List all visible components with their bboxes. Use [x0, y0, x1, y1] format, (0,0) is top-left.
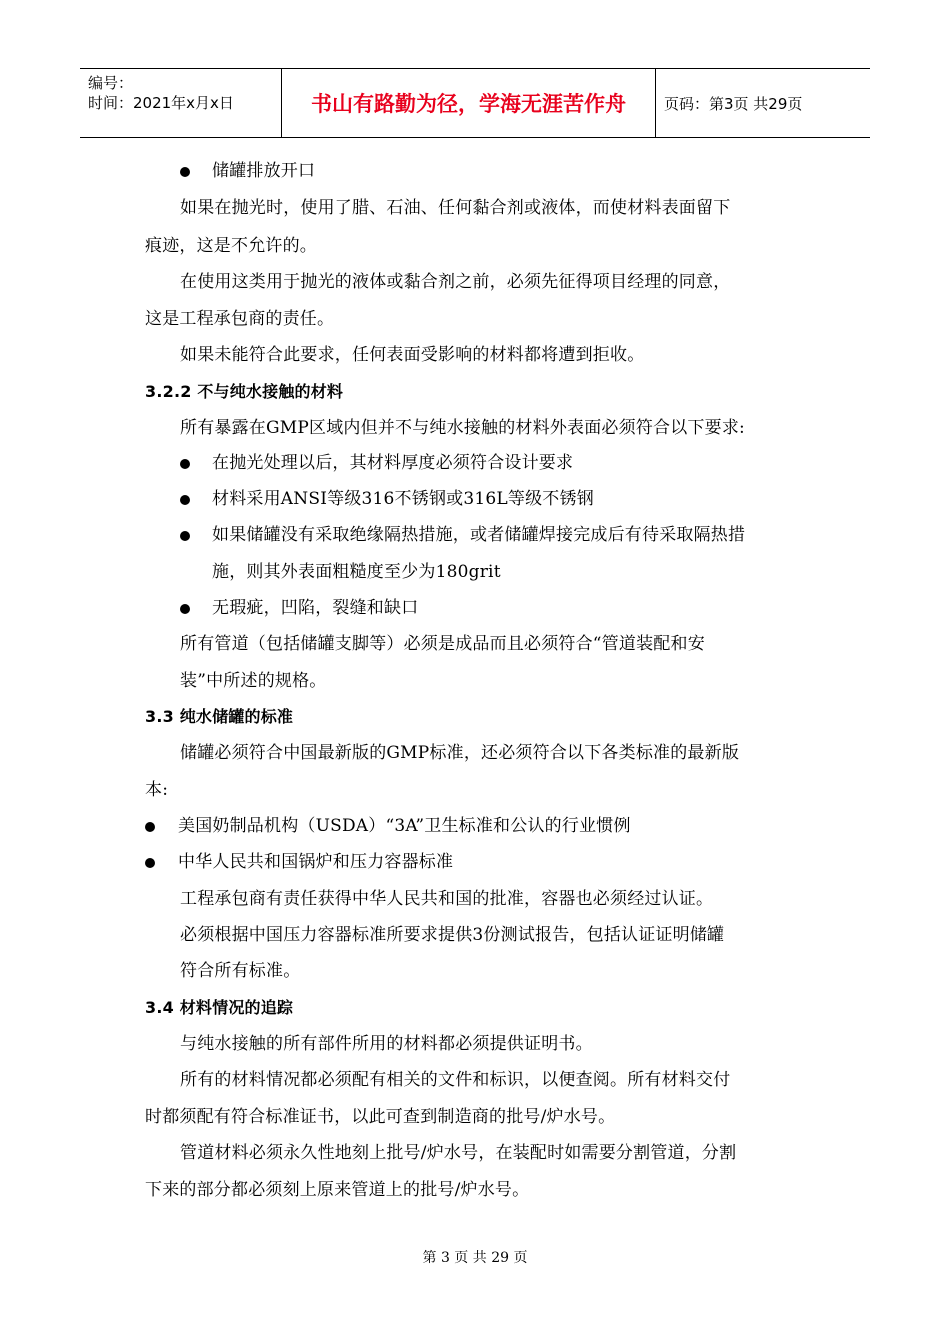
bullet-item: 无瑕疵，凹陷，裂缝和缺口	[212, 598, 419, 618]
bullet-item: 如果储罐没有采取绝缘隔热措施，或者储罐焊接完成后有待采取隔热措	[212, 525, 746, 545]
paragraph-line: 所有暴露在GMP区域内但并不与纯水接触的材料外表面必须符合以下要求:	[180, 418, 745, 438]
paragraph-line: 本:	[145, 780, 169, 800]
bullet-item: 在抛光处理以后，其材料厚度必须符合设计要求	[212, 453, 574, 473]
page-number-label: 页码：第3页 共29页	[664, 94, 803, 113]
bullet-icon	[145, 858, 155, 868]
bullet-icon	[180, 459, 190, 469]
bullet-item: 储罐排放开口	[212, 161, 316, 181]
bullet-item: 材料采用ANSI等级316不锈钢或316L等级不锈钢	[212, 489, 594, 509]
bullet-icon	[145, 822, 155, 832]
paragraph-line: 所有的材料情况都必须配有相关的文件和标识，以便查阅。所有材料交付	[180, 1070, 731, 1090]
bullet-icon	[180, 531, 190, 541]
document-number-label: 编号：	[88, 74, 134, 92]
section-heading: 3.4 材料情况的追踪	[145, 998, 294, 1017]
page-footer: 第 3 页 共 29 页	[422, 1250, 528, 1266]
bullet-item: 中华人民共和国锅炉和压力容器标准	[178, 852, 454, 872]
bullet-item: 美国奶制品机构（USDA）“3A”卫生标准和公认的行业惯例	[178, 816, 631, 836]
paragraph-line: 如果在抛光时，使用了腊、石油、任何黏合剂或液体，而使材料表面留下	[180, 198, 731, 218]
paragraph-line: 符合所有标准。	[180, 961, 301, 981]
date-label: 时间：2021年x月x日	[88, 94, 234, 112]
paragraph-line: 装”中所述的规格。	[180, 671, 327, 691]
paragraph-line: 管道材料必须永久性地刻上批号/炉水号，在装配时如需要分割管道，分割	[180, 1143, 737, 1163]
section-heading: 3.3 纯水储罐的标准	[145, 707, 294, 726]
bullet-item-continuation: 施，则其外表面粗糙度至少为180grit	[212, 562, 501, 582]
paragraph-line: 与纯水接触的所有部件所用的材料都必须提供证明书。	[180, 1034, 593, 1054]
page-header	[80, 68, 870, 138]
bullet-icon	[180, 495, 190, 505]
paragraph-line: 在使用这类用于抛光的液体或黏合剂之前，必须先征得项目经理的同意，	[180, 272, 731, 292]
paragraph-line: 时都须配有符合标准证书，以此可查到制造商的批号/炉水号。	[145, 1107, 616, 1127]
paragraph-line: 必须根据中国压力容器标准所要求提供3份测试报告，包括认证证明储罐	[180, 925, 725, 945]
paragraph-line: 如果未能符合此要求，任何表面受影响的材料都将遭到拒收。	[180, 345, 645, 365]
motto-text: 书山有路勤为径，学海无涯苦作舟	[282, 69, 656, 137]
paragraph-line: 这是工程承包商的责任。	[145, 309, 335, 329]
section-heading: 3.2.2 不与纯水接触的材料	[145, 382, 344, 401]
paragraph-line: 所有管道（包括储罐支脚等）必须是成品而且必须符合“管道装配和安	[180, 634, 705, 654]
paragraph-line: 下来的部分都必须刻上原来管道上的批号/炉水号。	[145, 1180, 530, 1200]
paragraph-line: 工程承包商有责任获得中华人民共和国的批准，容器也必须经过认证。	[180, 889, 714, 909]
paragraph-line: 储罐必须符合中国最新版的GMP标准，还必须符合以下各类标准的最新版	[180, 743, 740, 763]
paragraph-line: 痕迹，这是不允许的。	[145, 236, 317, 256]
bullet-icon	[180, 604, 190, 614]
header-left-cell	[80, 69, 282, 137]
bullet-icon	[180, 167, 190, 177]
